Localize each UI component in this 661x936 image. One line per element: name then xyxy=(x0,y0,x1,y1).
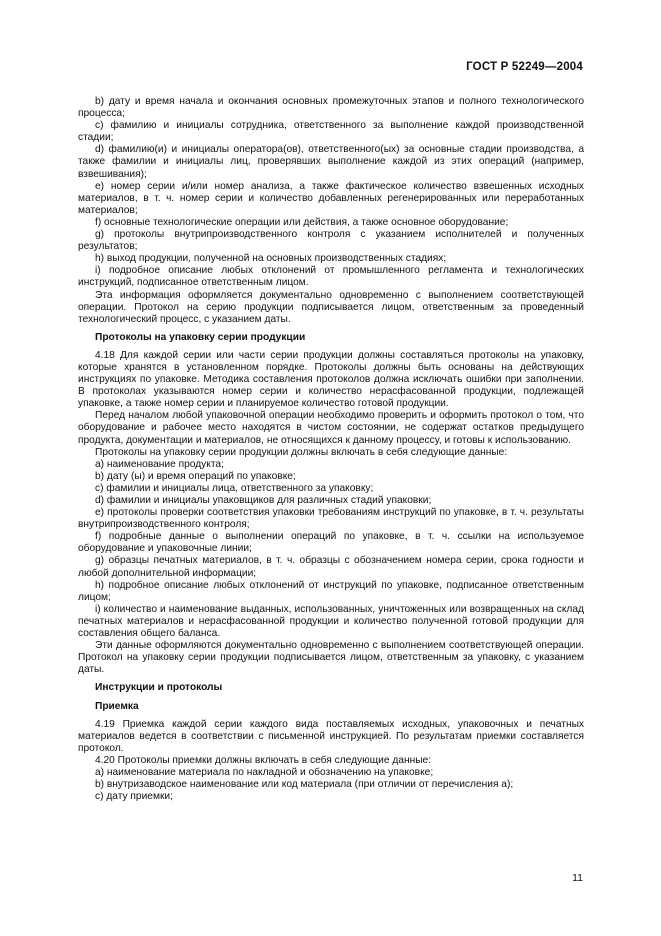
paragraph: с) дату приемки; xyxy=(95,791,173,803)
paragraph: 4.18 Для каждой серии или части серии продукции должны составляться протоколы на упаковку, которые хранятся в установленном порядке. Протоколы должны быть основаны на действующих инструкциях по упаковке. Методика составления протоколов должна исключать ошибки при заполнении. В протоколах указываются номер серии и количество нерасфасованной продукции, подлежащей упаковке, а также номер серии и планируемое количество готовой продукции. xyxy=(78,349,584,410)
document-body xyxy=(78,96,584,803)
paragraph: Эта информация оформляется документально одновременно с выполнением соответствующей операции. Протокол на серию продукции подписывается лицом, ответственным за проведенный технологический процесс, с указанием даты. xyxy=(78,289,584,325)
paragraph: c) фамилии и инициалы лица, ответственного за упаковку; xyxy=(95,482,374,494)
paragraph: h) подробное описание любых отклонений от инструкций по упаковке, подписанное ответственным лицом; xyxy=(78,579,584,603)
paragraph: i) подробное описание любых отклонений от промышленного регламента и технологических инструкций, подписанное ответственным лицом. xyxy=(78,265,584,289)
paragraph: 4.19 Приемка каждой серии каждого вида поставляемых исходных, упаковочных и печатных материалов ведется в соответствии с письменной инструкцией. По результатам приемки составляется протокол. xyxy=(78,718,584,754)
paragraph: b) дату и время начала и окончания основных промежуточных этапов и полного технологического процесса; xyxy=(78,96,584,120)
paragraph: g) протоколы внутрипроизводственного контроля с указанием исполнителей и полученных результатов; xyxy=(78,229,584,253)
paragraph: f) подробные данные о выполнении операций по упаковке, в т. ч. ссылки на используемое оборудование и упаковочные линии; xyxy=(78,531,584,555)
section-packaging-records xyxy=(78,350,584,677)
subsection-heading: Приемка xyxy=(95,700,139,712)
section-heading: Протоколы на упаковку серии продукции xyxy=(95,331,306,343)
document-id-header: ГОСТ Р 52249—2004 xyxy=(466,61,583,73)
section-batch-record-items xyxy=(78,96,584,326)
paragraph: g) образцы печатных материалов, в т. ч. образцы с обозначением номера серии, срока годности и любой дополнительной информации; xyxy=(78,555,584,579)
paragraph: Эти данные оформляются документально одновременно с выполнением соответствующей операции. Протокол на упаковку серии продукции подписывается лицом, ответственным за упаковку, с указанием даты. xyxy=(78,640,584,676)
paragraph: b) дату (ы) и время операций по упаковке; xyxy=(95,470,296,482)
paragraph: b) внутризаводское наименование или код материала (при отличии от перечисления а); xyxy=(95,779,514,791)
paragraph: d) фамилию(и) и инициалы оператора(ов), ответственного(ых) за основные стадии производства, а также фамилии и инициалы лиц, проверявших выполнение каждой из этих операций (например, взвешивания); xyxy=(78,144,584,180)
paragraph: 4.20 Протоколы приемки должны включать в себя следующие данные: xyxy=(95,754,432,766)
paragraph: e) протоколы проверки соответствия упаковки требованиям инструкций по упаковке, в т. ч. результаты внутрипроизводственного контроля; xyxy=(78,507,584,531)
paragraph: h) выход продукции, полученной на основных производственных стадиях; xyxy=(95,253,447,265)
paragraph: a) наименование продукта; xyxy=(95,458,224,470)
section-acceptance xyxy=(78,719,584,804)
paragraph: а) наименование материала по накладной и обозначению на упаковке; xyxy=(95,766,434,778)
paragraph: f) основные технологические операции или действия, а также основное оборудование; xyxy=(95,216,509,228)
page-number: 11 xyxy=(572,872,583,884)
paragraph: i) количество и наименование выданных, использованных, уничтоженных или возвращенных на склад печатных материалов и нерасфасованной продукции и количество полученной готовой продукции для составления общего баланса. xyxy=(78,603,584,640)
paragraph: Протоколы на упаковку серии продукции должны включать в себя следующие данные: xyxy=(95,446,508,458)
section-heading: Инструкции и протоколы xyxy=(95,682,223,694)
paragraph: с) фамилию и инициалы сотрудника, ответственного за выполнение каждой производственной стадии; xyxy=(78,120,584,144)
paragraph: d) фамилии и инициалы упаковщиков для различных стадий упаковки; xyxy=(95,495,432,506)
paragraph: е) номер серии и/или номер анализа, а также фактическое количество взвешенных исходных материалов, в т. ч. номер серии и количество добавленных регенерированных или переработанных материалов; xyxy=(78,180,584,216)
paragraph: Перед началом любой упаковочной операции необходимо проверить и оформить протокол о том, что оборудование и рабочее место находятся в чистом состоянии, не содержат остатков предыдущего продукта, документации и материалов, не относящихся к данному процессу, и готовы к использованию. xyxy=(78,410,584,446)
